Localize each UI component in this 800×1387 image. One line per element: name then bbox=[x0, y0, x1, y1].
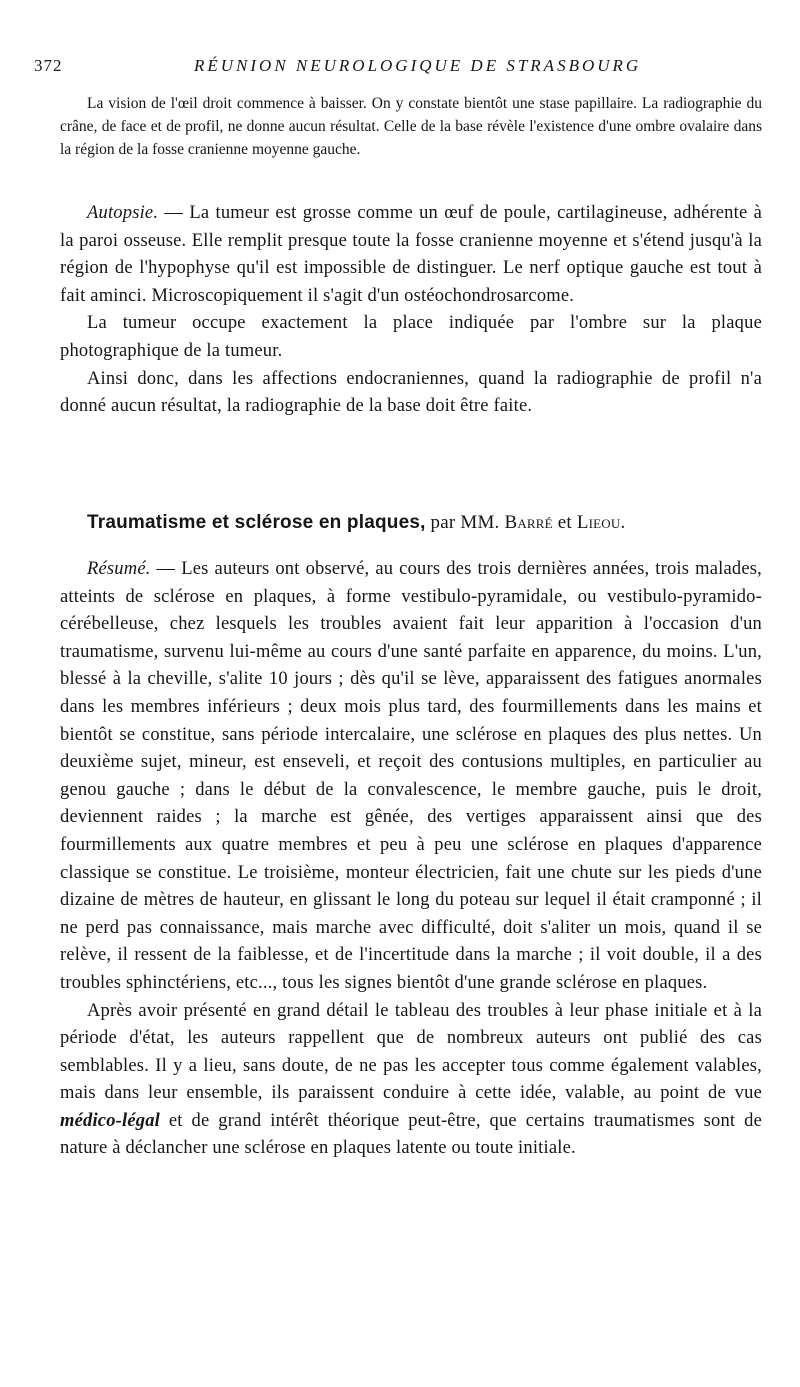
summary-paragraph bbox=[60, 556, 762, 998]
intro-paragraph-block bbox=[60, 92, 762, 161]
author-conjunction: et bbox=[552, 512, 577, 533]
conclusion-emphasis: médico-légal bbox=[60, 1110, 161, 1131]
summary-lead: Résumé. bbox=[87, 559, 151, 579]
autopsy-paragraph-3: Ainsi donc, dans les affections endocraniennes, quand la radiographie de profil n'a donné aucun résultat, la radiographie de la base doit être faite. bbox=[60, 368, 762, 417]
author-1: Barré bbox=[504, 512, 553, 533]
conclusion-text-2: et de grand intérêt théorique peut-être, que certains traumatismes sont de nature à déclancher une sclérose en plaques latente ou toute initiale. bbox=[60, 1110, 762, 1159]
conclusion-paragraph bbox=[60, 998, 762, 1164]
trauma-section bbox=[60, 508, 762, 1163]
page-number: 372 bbox=[34, 56, 63, 75]
running-header bbox=[34, 56, 766, 80]
author-2: Lieou bbox=[576, 512, 621, 533]
running-title: RÉUNION NEUROLOGIQUE DE STRASBOURG bbox=[194, 56, 642, 75]
summary-text: — Les auteurs ont observé, au cours des trois dernières années, trois malades, atteints de sclérose en plaques, à forme vestibulo-pyramidale, ou vestibulo-pyramido-cérébelleuse, chez lesquels les troubles avaient fait leur apparition à l'occasion d'un traumatisme, survenu lui-même au cours d'une santé parfaite en apparence, du moins. L'un, blessé à la cheville, s'alite 10 jours ; dès qu'il se lève, apparaissent des fatigues anormales dans les membres inférieurs ; deux mois plus tard, des fourmillements dans les mains et bientôt se constitue, sans période intercalaire, une sclérose en plaques des plus nettes. Un deuxième sujet, mineur, est enseveli, et reçoit des contusions multiples, en particulier au genou gauche ; dans le début de la convalescence, le membre gauche, puis le droit, deviennent raides ; la marche est gênée, des vertiges apparaissent ainsi que des fourmillements aux quatre membres et peu à peu une sclérose en plaques d'apparence classique se constitue. Le troisième, monteur électricien, fait une chute sur les pieds d'une dizaine de mètres de hauteur, en glissant le long du poteau sur lequel il était cramponné ; il ne perd pas connaissance, mais marche avec difficulté, doit s'aliter un mois, quand il se relève, il ressent de la faiblesse, et de l'incertitude dans la marche ; il voit double, il a des troubles sphinctériens, etc..., tous les signes bientôt d'une grande sclérose en plaques. bbox=[60, 559, 762, 993]
heading-period: . bbox=[620, 512, 626, 533]
conclusion-text-1: Après avoir présenté en grand détail le tableau des troubles à leur phase initiale et à la période d'état, les auteurs rappellent que de nombreux auteurs ont publié des cas semblables. Il y a lieu, sans doute, de ne pas les accepter tous comme également valables, mais dans leur ensemble, ils paraissent conduire à cette idée, valable, au point de vue bbox=[60, 1000, 762, 1104]
autopsy-paragraph-2: La tumeur occupe exactement la place indiquée par l'ombre sur la plaque photographique de la tumeur. bbox=[60, 313, 762, 361]
autopsy-paragraph-1 bbox=[60, 200, 762, 310]
autopsy-section bbox=[60, 200, 762, 421]
autopsy-lead: Autopsie. bbox=[87, 203, 159, 223]
section-title: Traumatisme et sclérose en plaques, bbox=[87, 512, 426, 533]
section-heading bbox=[60, 508, 762, 538]
autopsy-text-1: — La tumeur est grosse comme un œuf de poule, cartilagineuse, adhérente à la paroi osseuse. Elle remplit presque toute la fosse cranienne moyenne et s'étend jusqu'à la région de l'hypophyse qu'il est impossible de distinguer. Le nerf optique gauche est tout à fait aminci. Microscopiquement il s'agit d'un ostéochondrosarcome. bbox=[60, 203, 762, 306]
intro-paragraph: La vision de l'œil droit commence à baisser. On y constate bientôt une stase papillaire. La radiographie du crâne, de face et de profil, ne donne aucun résultat. Celle de la base révèle l'existence d'une ombre ovalaire dans la région de la fosse cranienne moyenne gauche. bbox=[60, 95, 762, 158]
section-by: par MM. bbox=[425, 512, 505, 533]
